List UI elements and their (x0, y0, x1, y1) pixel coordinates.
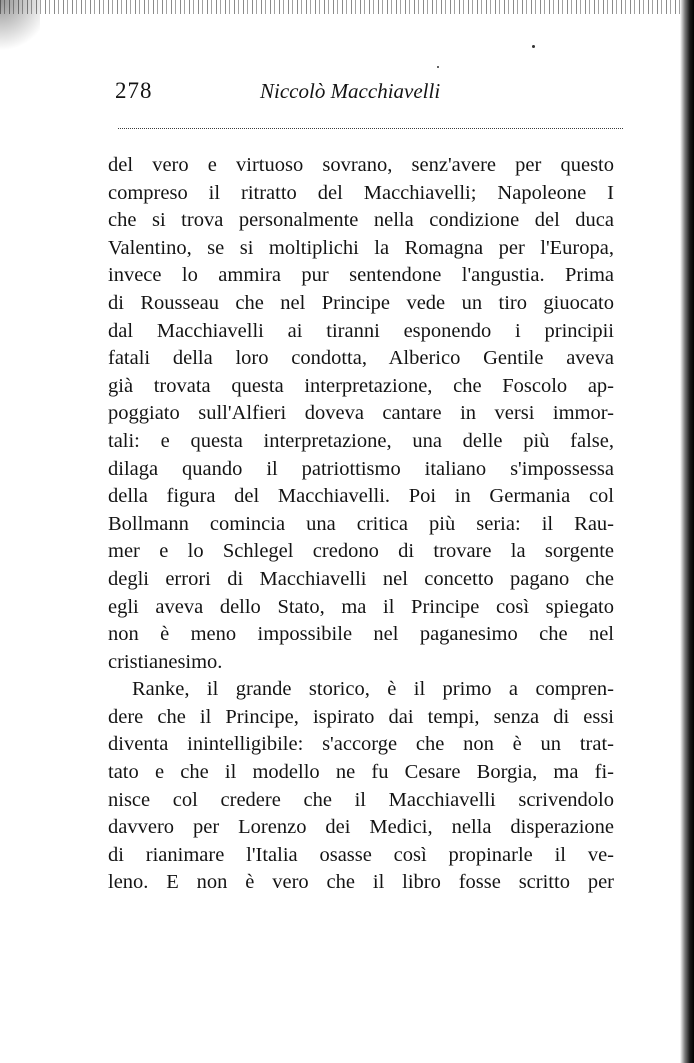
text-line: tali: e questa interpretazione, una delle più false, (108, 429, 614, 452)
paragraph-2 (108, 676, 614, 897)
text-line: Valentino, se si moltiplichi la Romagna per l'Europa, (108, 236, 614, 259)
text-line: compreso il ritratto del Macchiavelli; Napoleone I (108, 181, 614, 204)
text-line: Bollmann comincia una critica più seria: il Rau- (108, 512, 614, 535)
scan-edge-right (680, 0, 694, 1063)
page-number: 278 (115, 78, 153, 103)
body-text (108, 152, 614, 897)
page-header (115, 78, 625, 110)
paragraph-1 (108, 152, 614, 676)
text-line: tato e che il modello ne fu Cesare Borgia, ma fi- (108, 761, 614, 784)
text-line: dilaga quando il patriottismo italiano s'impossessa (108, 457, 614, 480)
text-line: dere che il Principe, ispirato dai tempi, senza di essi (108, 705, 614, 728)
text-line: nisce col credere che il Macchiavelli scrivendolo (108, 788, 614, 811)
running-title: Niccolò Macchiavelli (260, 79, 441, 103)
scan-speck (437, 66, 439, 68)
text-line: del vero e virtuoso sovrano, senz'avere per questo (108, 154, 614, 176)
text-line: invece lo ammira pur sentendone l'angustia. Prima (108, 264, 614, 287)
header-rule (118, 128, 623, 129)
text-line: poggiato sull'Alfieri doveva cantare in versi immor- (108, 402, 614, 425)
scan-speck (532, 45, 535, 48)
text-line: della figura del Macchiavelli. Poi in Germania col (108, 485, 614, 508)
text-line: fatali della loro condotta, Alberico Gentile aveva (108, 347, 614, 370)
text-line: davvero per Lorenzo dei Medici, nella disperazione (108, 816, 614, 839)
text-line: cristianesimo. (108, 650, 223, 673)
text-line: che si trova personalmente nella condizione del duca (108, 209, 614, 232)
scan-edge-top (0, 0, 694, 14)
text-line: egli aveva dello Stato, ma il Principe così spiegato (108, 595, 614, 618)
text-line: già trovata questa interpretazione, che Foscolo ap- (108, 374, 614, 397)
text-line: di Rousseau che nel Principe vede un tiro giuocato (108, 291, 614, 314)
text-line: degli errori di Macchiavelli nel concetto pagano che (108, 567, 614, 590)
scan-smudge (0, 0, 40, 60)
text-line: Ranke, il grande storico, è il primo a compren- (132, 678, 614, 701)
text-line: non è meno impossibile nel paganesimo che nel (108, 623, 614, 646)
text-line: diventa inintelligibile: s'accorge che non è un trat- (108, 733, 614, 756)
text-line: leno. E non è vero che il libro fosse scritto per (108, 871, 614, 894)
text-line: di rianimare l'Italia osasse così propinarle il ve- (108, 843, 614, 866)
text-line: mer e lo Schlegel credono di trovare la sorgente (108, 540, 614, 563)
text-line: dal Macchiavelli ai tiranni esponendo i principii (108, 319, 614, 342)
